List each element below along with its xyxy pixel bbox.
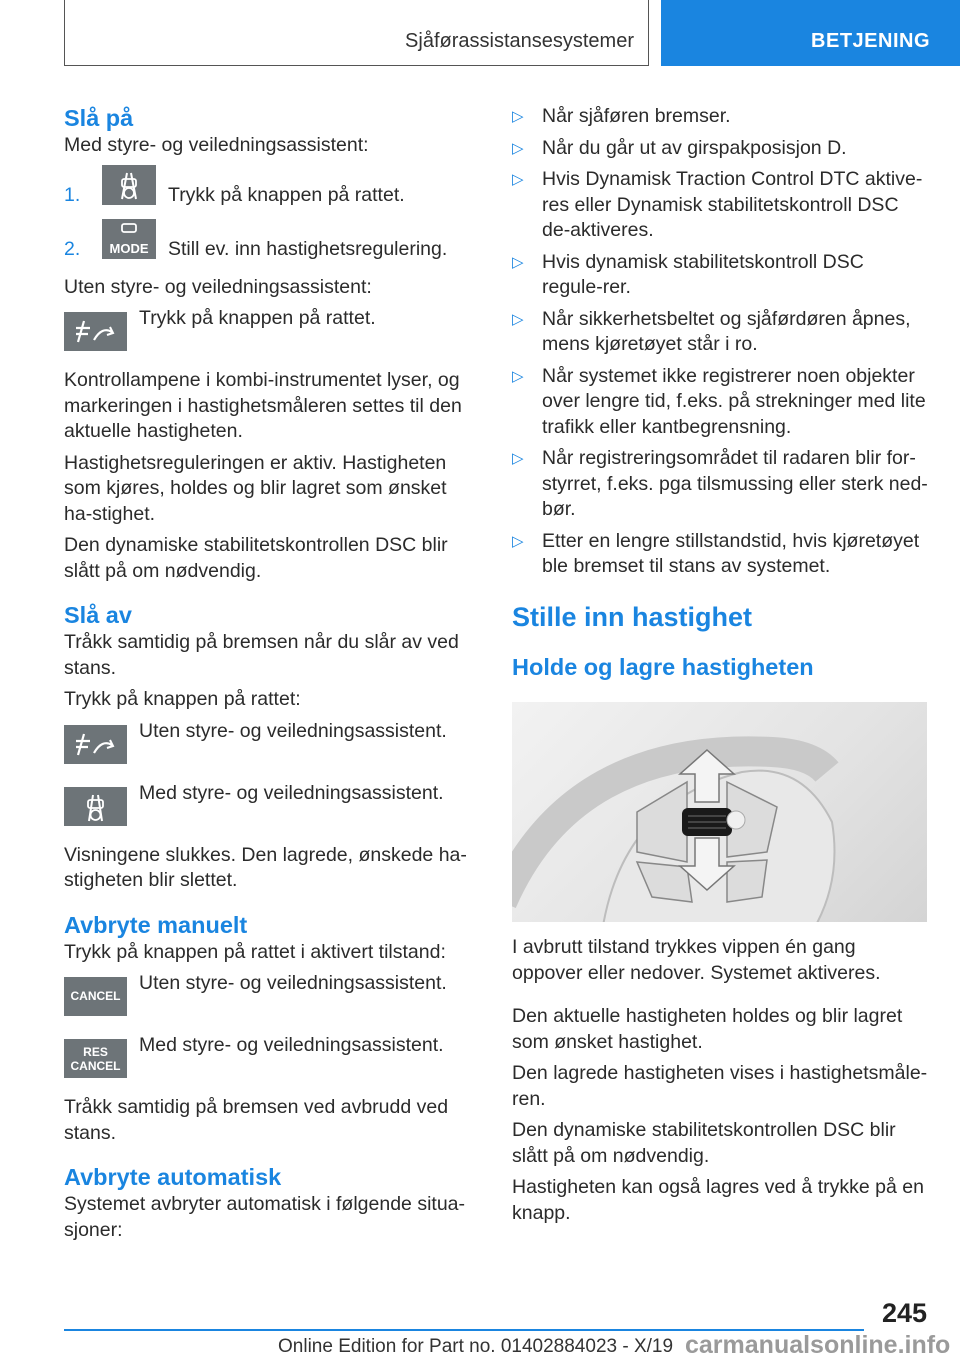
heading-cancel-auto: Avbryte automatisk — [64, 1164, 282, 1190]
paragraph-lamps: Kontrollampene i kombi-instrumentet lyser, og markeringen i hastighetsmåleren settes til den aktuelle hastigheten. — [64, 369, 462, 442]
triangle-bullet-icon: ▷ — [512, 139, 524, 157]
paragraph-press-colon: Trykk på knappen på rattet: — [64, 688, 301, 710]
watermark: carmanualsonline.info — [685, 1331, 951, 1359]
off-without-text: Uten styre- og veiledningsassistent. — [139, 719, 447, 742]
step-number: 1. — [64, 183, 81, 206]
paragraph-cancel-press: Trykk på knappen på rattet i aktivert tilstand: — [64, 940, 446, 963]
list-item: ▷ Når systemet ikke registrerer noen objekter over lengre tid, f.eks. på strekninger med lite trafikk eller kantbegrensning. — [512, 364, 926, 438]
heading-slaa-av: Slå av — [64, 602, 132, 628]
paragraph-active: Hastighetsreguleringen er aktiv. Hastigheten som kjøres, holdes og blir lagret som ønsket ha-stighet. — [64, 451, 447, 525]
cancel-icon: CANCEL — [64, 977, 127, 1016]
res-cancel-icon — [64, 1039, 127, 1078]
right-column — [512, 104, 928, 682]
paragraph-dsc: Den dynamiske stabilitetskontrollen DSC blir slått på om nødvendig. — [64, 534, 448, 582]
header-chapter-tab — [661, 0, 960, 66]
paragraph-shown: Den lagrede hastigheten vises i hastighetsmåle-ren. — [512, 1062, 928, 1110]
off-with-text: Med styre- og veiledningsassistent. — [139, 781, 444, 804]
speed-control-icon — [64, 725, 127, 764]
off-without-row — [64, 719, 474, 781]
step-1 — [64, 165, 474, 213]
off-with-row — [64, 781, 474, 843]
header-section-box — [64, 0, 649, 66]
list-item: ▷ Når sikkerhetsbeltet og sjåførdøren åpnes, mens kjøretøyet står i ro. — [512, 307, 911, 355]
list-item: ▷ Når sjåføren bremser. — [512, 104, 928, 130]
right-column-lower — [512, 935, 928, 1232]
triangle-bullet-icon: ▷ — [512, 367, 524, 385]
heading-set-speed: Stille inn hastighet — [512, 601, 753, 632]
header-section-title: Sjåførassistansesystemer — [405, 30, 634, 52]
triangle-bullet-icon: ▷ — [512, 532, 524, 550]
step-number: 2. — [64, 237, 81, 260]
heading-slaa-paa: Slå på — [64, 105, 134, 131]
res-label: RES — [83, 1044, 108, 1059]
step-text: Trykk på knappen på rattet. — [168, 183, 405, 206]
header-chapter-title: BETJENING — [811, 30, 930, 52]
paragraph-dsc-right: Den dynamiske stabilitetskontrollen DSC blir slått på om nødvendig. — [512, 1119, 896, 1167]
list-item: ▷ Når du går ut av girspakposisjon D. — [512, 136, 928, 162]
paragraph-rocker: I avbrutt tilstand trykkes vippen én gang oppover eller nedover. Systemet aktiveres. — [512, 936, 881, 984]
step-text: Still ev. inn hastighetsregulering. — [168, 237, 448, 260]
press-button-text: Trykk på knappen på rattet. — [139, 307, 376, 329]
speed-control-icon — [64, 312, 127, 351]
list-item: ▷ Etter en lengre stillstandstid, hvis kjøretøyet ble bremset til stans av systemet. — [512, 529, 920, 577]
heading-hold-speed: Holde og lagre hastigheten — [512, 653, 814, 680]
cancel-with-text: Med styre- og veiledningsassistent. — [139, 1034, 444, 1056]
paragraph-cancel-brake: Tråkk samtidig på bremsen ved avbrudd ved stans. — [64, 1096, 449, 1144]
list-item: ▷ Hvis Dynamisk Traction Control DTC aktive-res eller Dynamisk stabilitetskontroll DSC de-aktiveres. — [512, 168, 923, 241]
paragraph-display-off: Visningene slukkes. Den lagrede, ønskede ha-stigheten blir slettet. — [64, 843, 467, 891]
triangle-bullet-icon: ▷ — [512, 310, 524, 328]
heading-cancel-manual: Avbryte manuelt — [64, 911, 248, 938]
paragraph-with-assistant: Med styre- og veiledningsassistent: — [64, 134, 369, 156]
mode-icon-label: MODE — [109, 240, 149, 256]
cancel-with-row — [64, 1033, 474, 1095]
paragraph-button: Hastigheten kan også lagres ved å trykke på en knapp. — [512, 1176, 924, 1224]
step-2 — [64, 219, 474, 267]
press-button-row — [64, 306, 474, 368]
list-item: ▷ Hvis dynamisk stabilitetskontroll DSC regule-rer. — [512, 250, 864, 298]
assistant-icon — [64, 787, 127, 826]
mode-icon — [102, 219, 156, 259]
res-cancel-label: CANCEL — [70, 1058, 121, 1073]
triangle-bullet-icon: ▷ — [512, 450, 524, 467]
triangle-bullet-icon: ▷ — [512, 171, 524, 188]
paragraph-without-assistant: Uten styre- og veiledningsassistent: — [64, 275, 372, 298]
list-item: ▷ Når registreringsområdet til radaren blir for-styrret, f.eks. pga tilsmussing eller sterk ned-bør. — [512, 447, 928, 520]
left-column — [64, 103, 474, 1249]
assistant-icon — [102, 165, 156, 205]
footer-edition: Online Edition for Part no. 01402884023 - X/19 — [278, 1336, 674, 1357]
paragraph-current: Den aktuelle hastigheten holdes og blir lagret som ønsket hastighet. — [512, 1005, 903, 1053]
steering-wheel-image — [512, 702, 927, 922]
triangle-bullet-icon: ▷ — [512, 108, 524, 125]
triangle-bullet-icon: ▷ — [512, 253, 524, 271]
paragraph-auto: Systemet avbryter automatisk i følgende situa-sjoner: — [64, 1193, 465, 1241]
paragraph-brake-stop: Tråkk samtidig på bremsen når du slår av ved stans. — [64, 631, 459, 679]
cancel-without-row — [64, 971, 474, 1033]
page-number: 245 — [881, 1298, 927, 1328]
cancel-without-text: Uten styre- og veiledningsassistent. — [139, 972, 447, 994]
